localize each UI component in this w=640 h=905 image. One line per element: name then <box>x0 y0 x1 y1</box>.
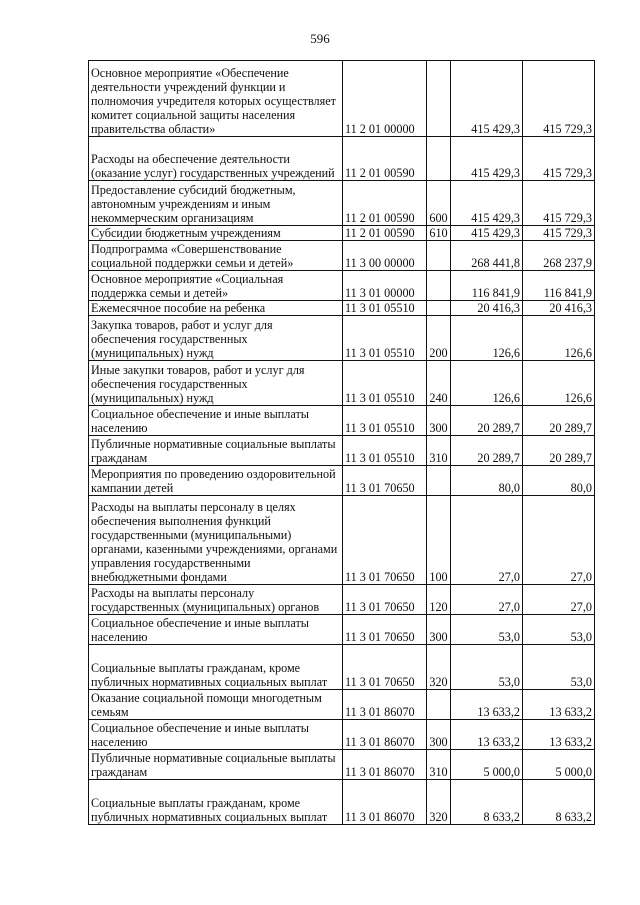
row-expense-type <box>427 137 451 181</box>
table-row <box>89 301 595 316</box>
table-row <box>89 361 595 406</box>
row-expense-type <box>427 241 451 271</box>
row-sum-second: 415 729,3 <box>523 226 595 241</box>
row-expense-type <box>427 690 451 720</box>
row-expense-type <box>427 61 451 137</box>
row-target-code: 11 3 01 05510 <box>343 436 427 466</box>
row-name: Основное мероприятие «Обеспечение деятельности учреждений функции и полномочия учредителя которых осуществляет комитет социальной защиты населения правительства области» <box>89 61 343 137</box>
table-row <box>89 690 595 720</box>
row-sum-first: 53,0 <box>451 645 523 690</box>
row-sum-second: 53,0 <box>523 615 595 645</box>
row-expense-type: 610 <box>427 226 451 241</box>
table-row <box>89 720 595 750</box>
table-row <box>89 181 595 226</box>
row-target-code: 11 3 01 05510 <box>343 361 427 406</box>
row-target-code: 11 3 01 05510 <box>343 301 427 316</box>
row-sum-second: 53,0 <box>523 645 595 690</box>
row-sum-second: 13 633,2 <box>523 690 595 720</box>
row-sum-second: 20 289,7 <box>523 406 595 436</box>
row-sum-first: 126,6 <box>451 316 523 361</box>
row-sum-first: 53,0 <box>451 615 523 645</box>
row-expense-type: 200 <box>427 316 451 361</box>
row-target-code: 11 3 01 70650 <box>343 585 427 615</box>
row-sum-second: 20 289,7 <box>523 436 595 466</box>
table-row <box>89 406 595 436</box>
row-sum-first: 13 633,2 <box>451 720 523 750</box>
row-expense-type: 300 <box>427 720 451 750</box>
row-name: Социальные выплаты гражданам, кроме публичных нормативных социальных выплат <box>89 645 343 690</box>
row-name: Социальное обеспечение и иные выплаты населению <box>89 615 343 645</box>
row-name: Подпрограмма «Совершенствование социальной поддержки семьи и детей» <box>89 241 343 271</box>
row-sum-second: 80,0 <box>523 466 595 496</box>
row-sum-first: 20 416,3 <box>451 301 523 316</box>
row-target-code: 11 3 00 00000 <box>343 241 427 271</box>
row-name: Закупка товаров, работ и услуг для обеспечения государственных (муниципальных) нужд <box>89 316 343 361</box>
row-expense-type: 300 <box>427 406 451 436</box>
row-expense-type: 300 <box>427 615 451 645</box>
row-expense-type: 600 <box>427 181 451 226</box>
row-target-code: 11 3 01 70650 <box>343 466 427 496</box>
table-row <box>89 496 595 585</box>
row-name: Расходы на выплаты персоналу государственных (муниципальных) органов <box>89 585 343 615</box>
row-sum-second: 415 729,3 <box>523 137 595 181</box>
row-sum-first: 27,0 <box>451 585 523 615</box>
row-name: Социальные выплаты гражданам, кроме публичных нормативных социальных выплат <box>89 780 343 825</box>
row-name: Мероприятия по проведению оздоровительной кампании детей <box>89 466 343 496</box>
row-target-code: 11 3 01 86070 <box>343 750 427 780</box>
row-target-code: 11 2 01 00590 <box>343 226 427 241</box>
row-sum-second: 13 633,2 <box>523 720 595 750</box>
row-name: Оказание социальной помощи многодетным семьям <box>89 690 343 720</box>
row-expense-type: 320 <box>427 645 451 690</box>
table-row <box>89 585 595 615</box>
budget-table <box>88 60 595 825</box>
row-expense-type <box>427 301 451 316</box>
row-name: Социальное обеспечение и иные выплаты населению <box>89 406 343 436</box>
table-row <box>89 61 595 137</box>
row-name: Предоставление субсидий бюджетным, автономным учреждениям и иным некоммерческим организациям <box>89 181 343 226</box>
row-sum-first: 13 633,2 <box>451 690 523 720</box>
row-expense-type: 240 <box>427 361 451 406</box>
row-sum-second: 27,0 <box>523 496 595 585</box>
row-sum-first: 415 429,3 <box>451 181 523 226</box>
row-target-code: 11 2 01 00000 <box>343 61 427 137</box>
row-target-code: 11 3 01 70650 <box>343 615 427 645</box>
row-target-code: 11 3 01 70650 <box>343 496 427 585</box>
row-name: Расходы на обеспечение деятельности (оказание услуг) государственных учреждений <box>89 137 343 181</box>
row-sum-first: 415 429,3 <box>451 61 523 137</box>
row-name: Основное мероприятие «Социальная поддержка семьи и детей» <box>89 271 343 301</box>
row-expense-type <box>427 466 451 496</box>
row-sum-first: 415 429,3 <box>451 226 523 241</box>
table-row <box>89 780 595 825</box>
row-sum-first: 116 841,9 <box>451 271 523 301</box>
row-target-code: 11 2 01 00590 <box>343 137 427 181</box>
table-row <box>89 271 595 301</box>
row-sum-second: 415 729,3 <box>523 61 595 137</box>
row-target-code: 11 3 01 86070 <box>343 780 427 825</box>
row-sum-second: 27,0 <box>523 585 595 615</box>
row-name: Субсидии бюджетным учреждениям <box>89 226 343 241</box>
page-number: 596 <box>310 31 330 46</box>
row-sum-second: 415 729,3 <box>523 181 595 226</box>
table-row <box>89 226 595 241</box>
row-name: Публичные нормативные социальные выплаты гражданам <box>89 436 343 466</box>
table-row <box>89 750 595 780</box>
row-sum-second: 126,6 <box>523 361 595 406</box>
row-sum-first: 126,6 <box>451 361 523 406</box>
row-expense-type: 100 <box>427 496 451 585</box>
row-sum-first: 8 633,2 <box>451 780 523 825</box>
row-target-code: 11 3 01 00000 <box>343 271 427 301</box>
row-sum-second: 20 416,3 <box>523 301 595 316</box>
row-name: Расходы на выплаты персоналу в целях обеспечения выполнения функций государственными (муниципальными) органами, казенными учреждениями, органами управления государственными внебюджетными фондами <box>89 496 343 585</box>
row-sum-first: 80,0 <box>451 466 523 496</box>
row-sum-first: 27,0 <box>451 496 523 585</box>
table-row <box>89 316 595 361</box>
row-sum-second: 126,6 <box>523 316 595 361</box>
row-expense-type: 310 <box>427 750 451 780</box>
row-target-code: 11 3 01 70650 <box>343 645 427 690</box>
row-expense-type: 310 <box>427 436 451 466</box>
row-sum-first: 268 441,8 <box>451 241 523 271</box>
row-sum-first: 415 429,3 <box>451 137 523 181</box>
table-row <box>89 615 595 645</box>
table-row <box>89 137 595 181</box>
row-sum-second: 116 841,9 <box>523 271 595 301</box>
row-sum-second: 268 237,9 <box>523 241 595 271</box>
row-name: Ежемесячное пособие на ребенка <box>89 301 343 316</box>
row-target-code: 11 2 01 00590 <box>343 181 427 226</box>
row-expense-type: 120 <box>427 585 451 615</box>
row-sum-first: 20 289,7 <box>451 436 523 466</box>
row-target-code: 11 3 01 05510 <box>343 406 427 436</box>
row-sum-second: 5 000,0 <box>523 750 595 780</box>
row-sum-second: 8 633,2 <box>523 780 595 825</box>
table-row <box>89 241 595 271</box>
table-row <box>89 645 595 690</box>
row-name: Публичные нормативные социальные выплаты гражданам <box>89 750 343 780</box>
row-target-code: 11 3 01 05510 <box>343 316 427 361</box>
row-expense-type <box>427 271 451 301</box>
row-sum-first: 20 289,7 <box>451 406 523 436</box>
row-name: Иные закупки товаров, работ и услуг для обеспечения государственных (муниципальных) нужд <box>89 361 343 406</box>
budget-table-body <box>89 61 595 825</box>
row-name: Социальное обеспечение и иные выплаты населению <box>89 720 343 750</box>
row-expense-type: 320 <box>427 780 451 825</box>
row-sum-first: 5 000,0 <box>451 750 523 780</box>
row-target-code: 11 3 01 86070 <box>343 720 427 750</box>
row-target-code: 11 3 01 86070 <box>343 690 427 720</box>
table-row <box>89 466 595 496</box>
table-row <box>89 436 595 466</box>
